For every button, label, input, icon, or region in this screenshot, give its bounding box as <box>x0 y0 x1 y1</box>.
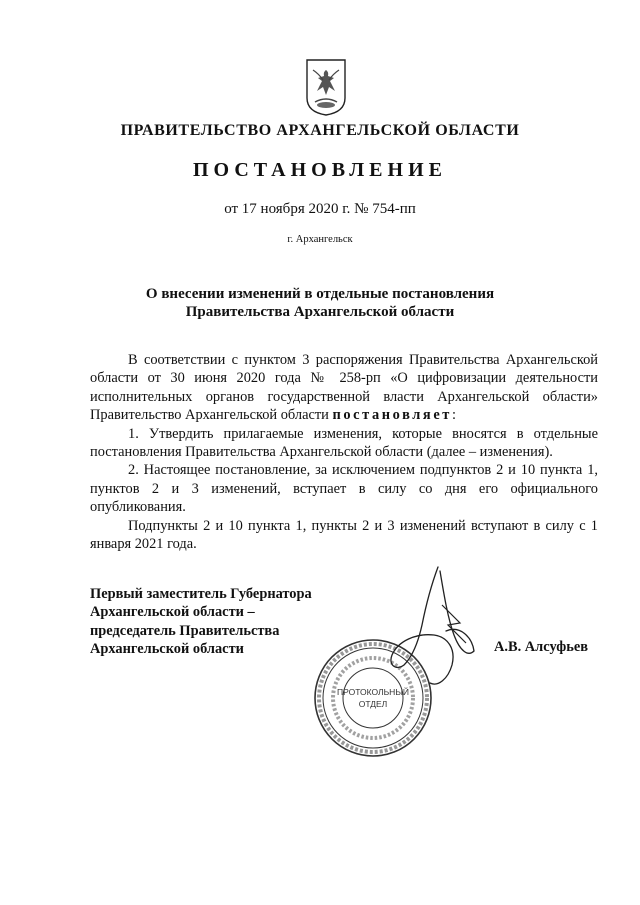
subject-line-1: О внесении изменений в отдельные постановления <box>145 286 495 302</box>
signatory-title-line: Архангельской области – <box>90 604 255 621</box>
preamble-text: В соответствии с пунктом 3 распоряжения Правительства Архангельской области от 30 июня 2020 года № 258-рп «О цифровизации деятельности исполнительных органов государственной власти Архангельской области» Правительство Архангельской области <box>90 352 598 424</box>
signatory-title-line: Архангельской области <box>90 641 244 658</box>
paragraph-effective-date: Подпункты 2 и 10 пункта 1, пункты 2 и 3 изменений вступают в силу с 1 января 2021 года. <box>90 517 598 553</box>
document-city: г. Архангельск <box>287 234 353 245</box>
coat-of-arms-icon <box>305 58 347 116</box>
document-subject <box>0 285 640 321</box>
paragraph-item-2: 2. Настоящее постановление, за исключением подпунктов 2 и 10 пункта 1, пунктов 2 и 3 изменений, вступает в силу со дня его официального опубликования. <box>90 462 598 516</box>
paragraph-preamble <box>90 351 598 425</box>
preamble-colon: : <box>451 407 456 424</box>
resolve-word: постановляет <box>332 407 452 424</box>
document-date-number: от 17 ноября 2020 г. № 754-пп <box>224 201 416 217</box>
document-body <box>90 351 598 553</box>
signatory-title-line: председатель Правительства <box>90 622 280 639</box>
government-title: ПРАВИТЕЛЬСТВО АРХАНГЕЛЬСКОЙ ОБЛАСТИ <box>120 122 520 139</box>
signatory-name: А.В. Алсуфьев <box>494 639 589 655</box>
signatory-title-line: Первый заместитель Губернатора <box>90 586 312 602</box>
signatory-title <box>90 585 312 659</box>
seal-text-line-2: ОТДЕЛ <box>358 699 388 709</box>
paragraph-item-1: 1. Утвердить прилагаемые изменения, которые вносятся в отдельные постановления Правительства Архангельской области (далее – изменения). <box>90 425 598 461</box>
seal-text-line-1: ПРОТОКОЛЬНЫЙ <box>337 687 409 697</box>
handwritten-signature <box>382 565 478 693</box>
document-kind: ПОСТАНОВЛЕНИЕ <box>193 159 447 181</box>
subject-line-2: Правительства Архангельской области <box>185 304 455 320</box>
